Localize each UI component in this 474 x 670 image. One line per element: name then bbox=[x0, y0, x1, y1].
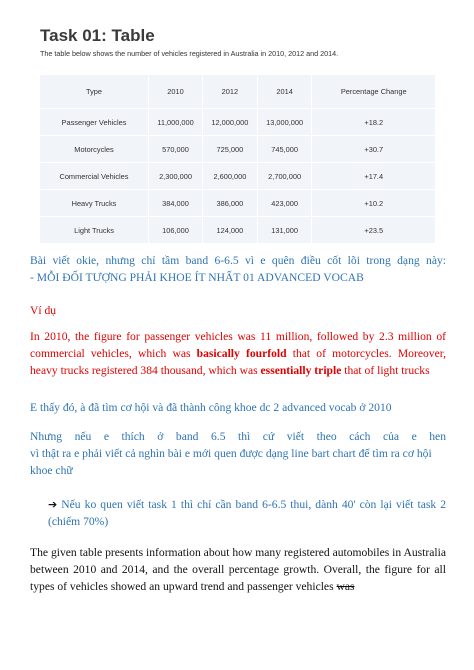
cell-2010: 106,000 bbox=[149, 217, 203, 244]
table-header-row bbox=[40, 75, 436, 109]
arrow-right-icon: ➔ bbox=[48, 498, 58, 511]
comment-band-line1: Nhưng nếu e thích ở band 6.5 thì cứ viết theo cách của e hen bbox=[30, 430, 446, 443]
example-highlight-fourfold: basically fourfold bbox=[196, 347, 287, 360]
feedback-intro-line2: - MỖI ĐỐI TƯỢNG PHẢI KHOE ÍT NHẤT 01 ADVANCED VOCAB bbox=[30, 271, 364, 284]
bullet-note bbox=[48, 496, 446, 530]
essay-paragraph bbox=[30, 544, 446, 595]
task-title: Task 01: Table bbox=[40, 26, 155, 45]
column-header-2012: 2012 bbox=[203, 75, 258, 109]
cell-type: Heavy Trucks bbox=[40, 190, 149, 217]
table-row bbox=[40, 217, 436, 244]
example-text-part1: In 2010, the figure for passenger vehicles was 11 million, followed by 2.3 million of commercial vehicles, which was bbox=[30, 330, 446, 360]
cell-2010: 11,000,000 bbox=[149, 109, 203, 136]
example-paragraph bbox=[30, 328, 446, 379]
essay-struck-word: was bbox=[336, 580, 355, 593]
cell-change: +23.5 bbox=[312, 217, 436, 244]
comment-vocab: E thấy đó, à đã tìm cơ hội và đã thành công khoe dc 2 advanced vocab ở 2010 bbox=[30, 401, 392, 414]
column-header-type: Type bbox=[40, 75, 149, 109]
table-row bbox=[40, 109, 436, 136]
cell-2012: 386,000 bbox=[203, 190, 258, 217]
feedback-intro-line1: Bài viết okie, nhưng chỉ tầm band 6-6.5 vì e quên điều cốt lõi trong dạng này: bbox=[30, 254, 446, 267]
column-header-2014: 2014 bbox=[258, 75, 313, 109]
table-row bbox=[40, 163, 436, 190]
bullet-note-text: Nếu ko quen viết task 1 thì chỉ cần band 6-6.5 thui, dành 40' còn lại viết task 2 (chiếm 70%) bbox=[48, 498, 446, 528]
cell-2014: 423,000 bbox=[258, 190, 313, 217]
cell-change: +17.4 bbox=[312, 163, 436, 190]
cell-type: Light Trucks bbox=[40, 217, 149, 244]
cell-2014: 13,000,000 bbox=[258, 109, 313, 136]
cell-2010: 570,000 bbox=[149, 136, 203, 163]
cell-2012: 12,000,000 bbox=[203, 109, 258, 136]
cell-2014: 745,000 bbox=[258, 136, 313, 163]
example-text-part3: that of light trucks bbox=[341, 364, 430, 377]
column-header-2010: 2010 bbox=[149, 75, 203, 109]
cell-change: +30.7 bbox=[312, 136, 436, 163]
feedback-intro bbox=[30, 252, 446, 286]
cell-type: Commercial Vehicles bbox=[40, 163, 149, 190]
table-row bbox=[40, 136, 436, 163]
vehicles-table bbox=[40, 75, 436, 244]
cell-change: +10.2 bbox=[312, 190, 436, 217]
example-text-part2: that of motorcycles. Moreover, heavy trucks registered 384 thousand, which was bbox=[30, 347, 447, 377]
essay-text: The given table presents information about how many registered automobiles in Australia between 2010 and 2014, and the overall percentage growth. Overall, the figure for all types of vehicles showed an upward trend and passenger vehicles bbox=[30, 546, 446, 593]
table-row bbox=[40, 190, 436, 217]
column-header-percentage-change: Percentage Change bbox=[312, 75, 436, 109]
cell-2014: 131,000 bbox=[258, 217, 313, 244]
example-label: Ví dụ bbox=[30, 304, 57, 317]
comment-band bbox=[30, 428, 446, 479]
cell-2010: 2,300,000 bbox=[149, 163, 203, 190]
cell-2012: 2,600,000 bbox=[203, 163, 258, 190]
cell-2012: 124,000 bbox=[203, 217, 258, 244]
cell-change: +18.2 bbox=[312, 109, 436, 136]
example-highlight-triple: essentially triple bbox=[260, 364, 342, 377]
cell-type: Motorcycles bbox=[40, 136, 149, 163]
task-description: The table below shows the number of vehicles registered in Australia in 2010, 2012 and 2014. bbox=[40, 49, 339, 58]
cell-2014: 2,700,000 bbox=[258, 163, 313, 190]
cell-2010: 384,000 bbox=[149, 190, 203, 217]
cell-2012: 725,000 bbox=[203, 136, 258, 163]
cell-type: Passenger Vehicles bbox=[40, 109, 149, 136]
comment-band-rest: vì thật ra e phải viết cả nghìn bài e mới quen được dạng line bart chart để tìm ra cơ hội khoe chữ bbox=[30, 447, 432, 477]
